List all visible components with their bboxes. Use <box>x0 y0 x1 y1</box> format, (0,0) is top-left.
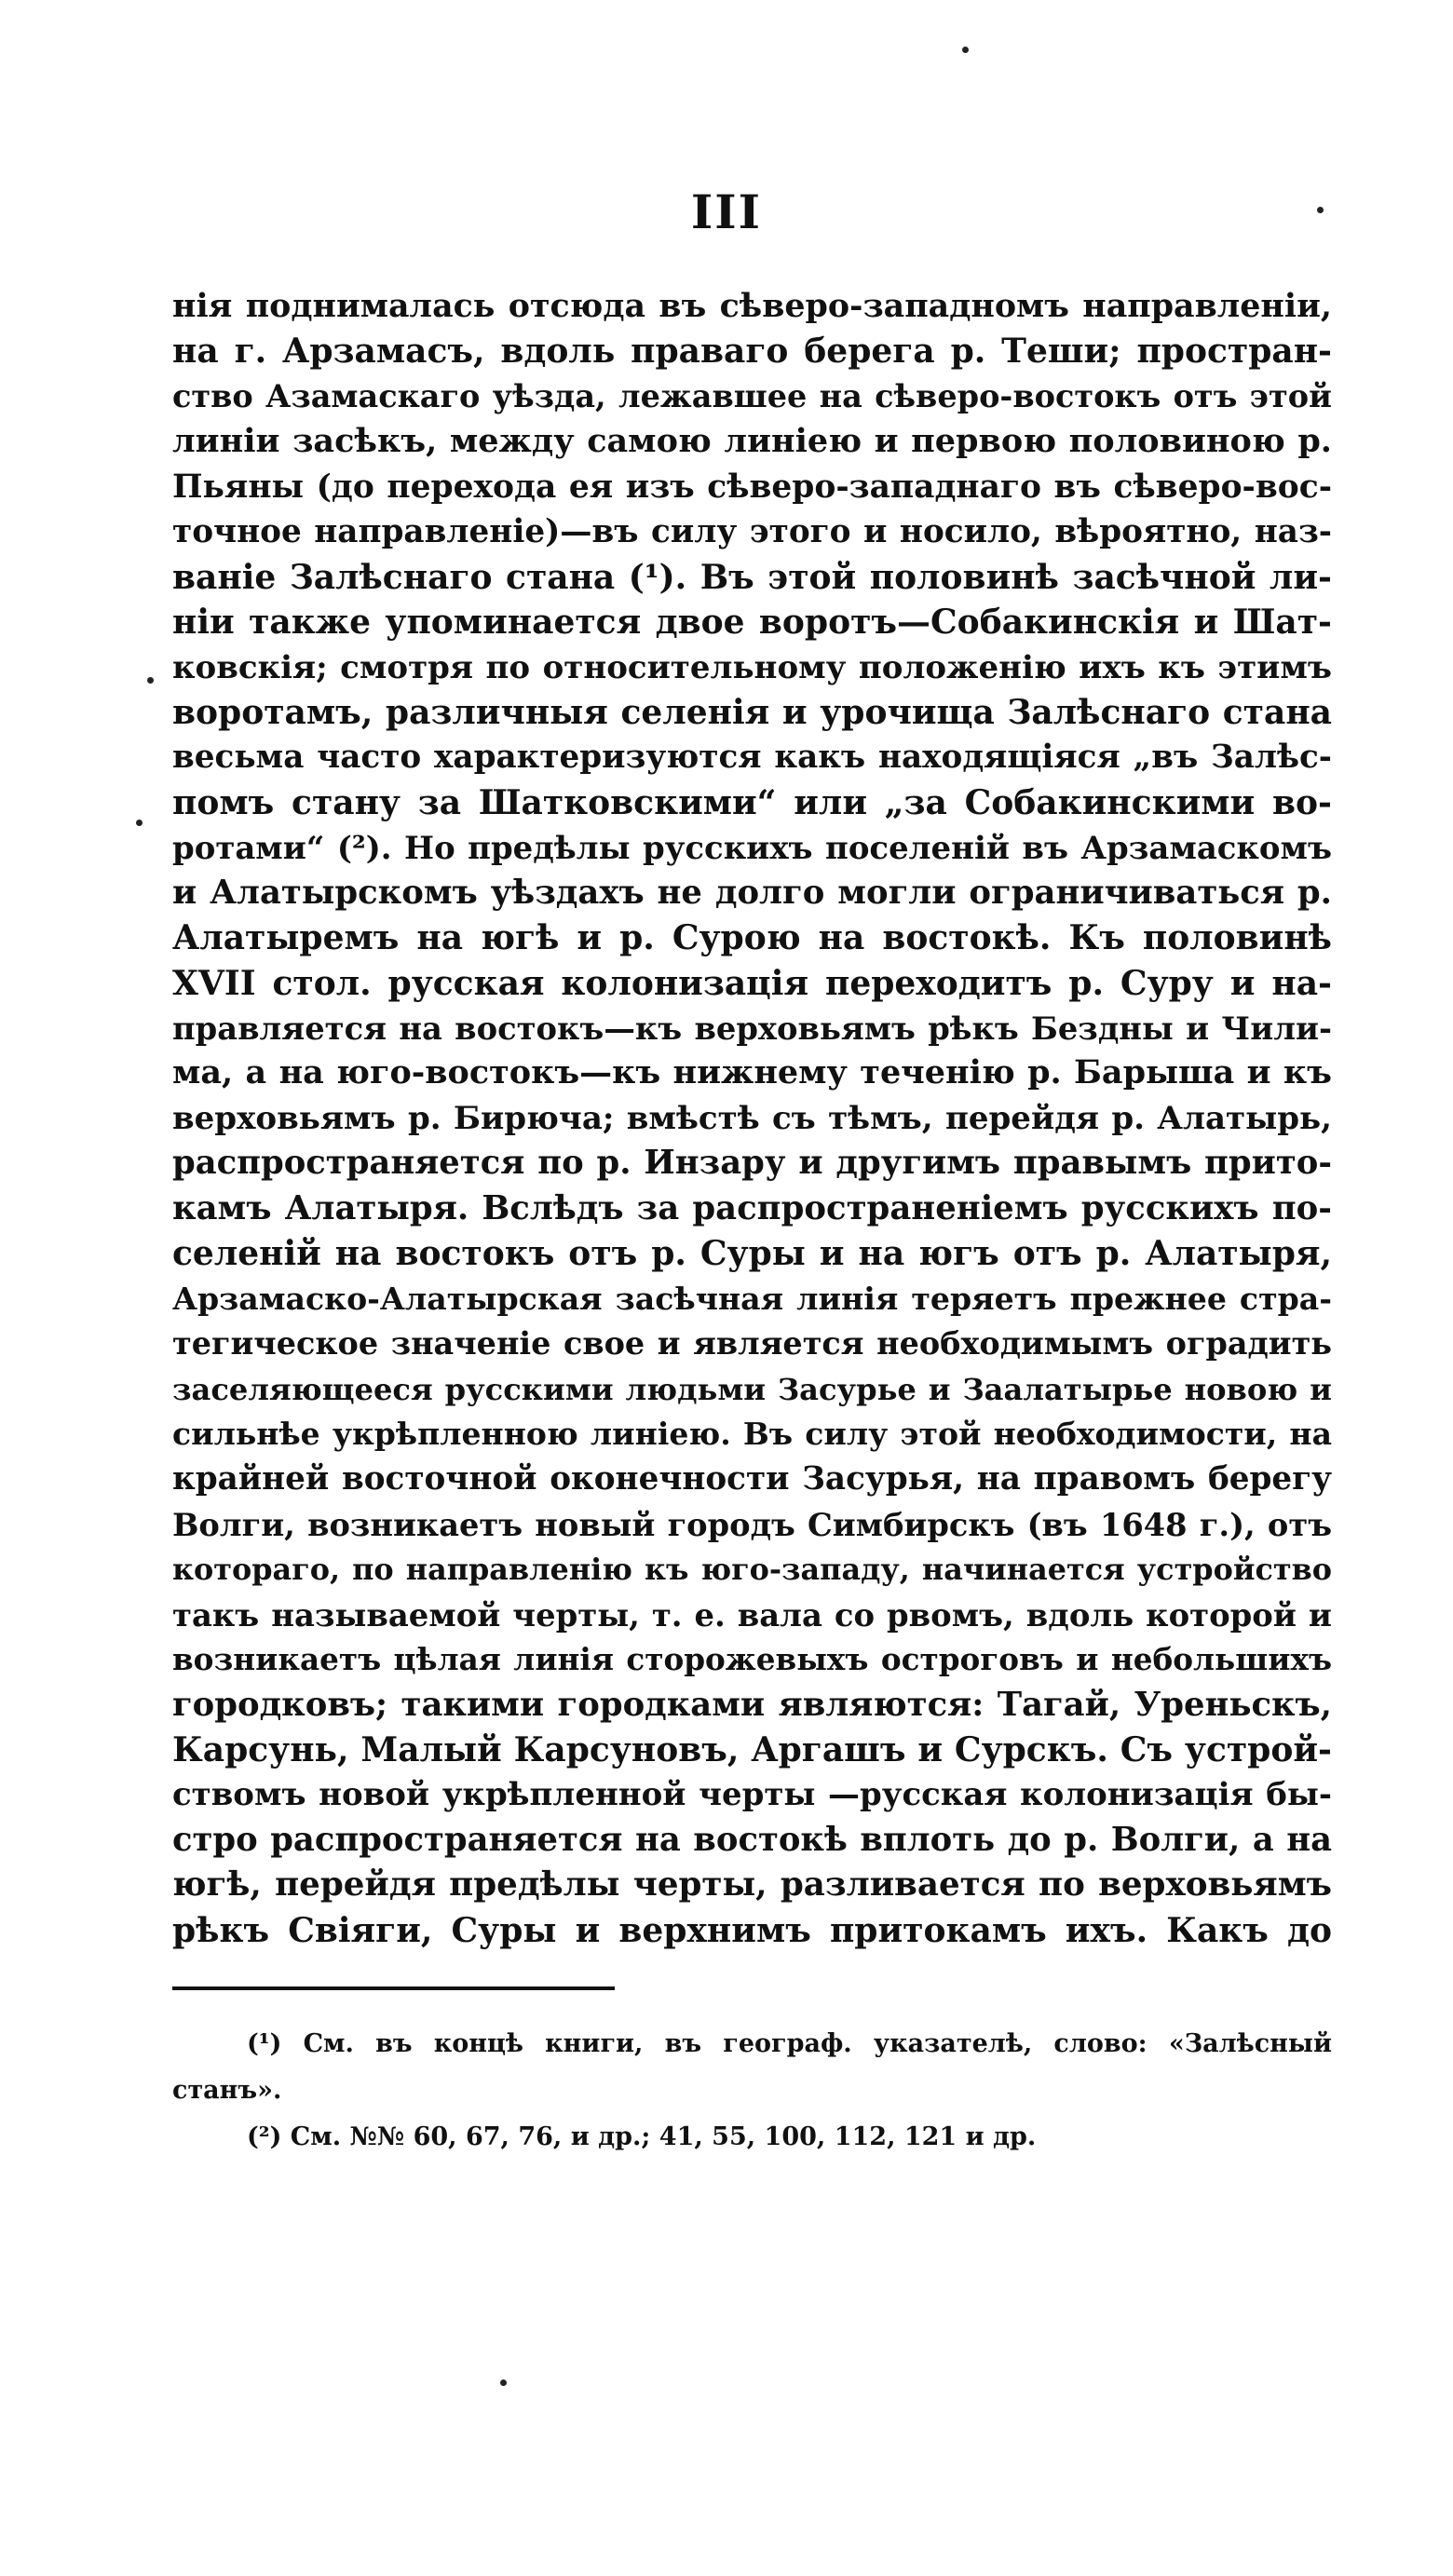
footnote-1-line-1: (¹) См. въ концѣ книги, въ географ. указателѣ, слово: «Залѣсный <box>247 2029 1332 2058</box>
text-line: ротами“ (²). Но предѣлы русскихъ поселеній въ Арзамаскомъ <box>172 829 1332 867</box>
speck <box>1317 207 1324 213</box>
text-line: воротамъ, различныя селенія и урочища Залѣснаго стана <box>172 692 1332 732</box>
text-line: верховьямъ р. Бирюча; вмѣстѣ съ тѣмъ, перейдя р. Алатырь, <box>172 1099 1332 1137</box>
text-line: сильнѣе укрѣпленною линіею. Въ силу этой необходимости, на <box>172 1415 1332 1452</box>
footnote-1-line-2: станъ». <box>172 2076 282 2105</box>
text-line: югѣ, перейдя предѣлы черты, разливается по верховьямъ <box>172 1865 1332 1905</box>
text-line: стро распространяется на востокѣ вплоть до р. Волги, а на <box>172 1820 1332 1859</box>
text-line: Карсунь, Малый Карсуновъ, Аргашъ и Сурскъ. Съ устрой- <box>172 1730 1332 1769</box>
text-line: линіи засѣкъ, между самою линіею и первою половиною р. <box>172 422 1332 461</box>
footnote-2: (²) См. №№ 60, 67, 76, и др.; 41, 55, 100, 112, 121 и др. <box>247 2122 1037 2151</box>
footnotes <box>172 2021 1332 2161</box>
page-number: III <box>690 184 763 239</box>
text-line: точное направленіе)—въ силу этого и носило, вѣроятно, наз- <box>172 513 1332 551</box>
text-line: Алатыремъ на югѣ и р. Сурою на востокѣ. Къ половинѣ <box>172 918 1332 958</box>
text-line: крайней восточной оконечности Засурья, на правомъ берегу <box>172 1460 1332 1498</box>
text-line: ство Азамаскаго уѣзда, лежавшее на сѣверо-востокъ отъ этой <box>172 377 1332 414</box>
text-line: весьма часто характеризуются какъ находящіяся „въ Залѣс- <box>172 739 1332 777</box>
text-line: ніи также упоминается двое воротъ—Собакинскія и Шат- <box>172 603 1332 643</box>
text-line: правляется на востокъ—къ верховьямъ рѣкъ Бездны и Чили- <box>172 1010 1332 1047</box>
text-line: ковскія; смотря по относительному положенію ихъ къ этимъ <box>172 648 1332 686</box>
text-line: заселяющееся русскими людьми Засурье и Заалатырье новою и <box>172 1371 1332 1407</box>
speck <box>500 2379 507 2386</box>
text-line: возникаетъ цѣлая линія сторожевыхъ остроговъ и небольшихъ <box>172 1641 1332 1678</box>
text-line: XVII стол. русская колонизація переходитъ р. Суру и на- <box>172 963 1332 1003</box>
text-line: ствомъ новой укрѣпленной черты —русская колонизація бы- <box>172 1776 1332 1814</box>
text-line: помъ стану за Шатковскими“ или „за Собакинскими во- <box>172 782 1332 822</box>
text-line: Арзамаско-Алатырская засѣчная линія теряетъ прежнее стра- <box>172 1280 1332 1317</box>
text-line: ма, а на юго-востокъ—къ нижнему теченію р. Барыша и къ <box>172 1053 1332 1092</box>
text-line: камъ Алатыря. Вслѣдъ за распространеніемъ русскихъ по- <box>172 1188 1332 1227</box>
speck <box>147 677 154 684</box>
text-line: городковъ; такими городками являются: Тагай, Уреньскъ, <box>172 1685 1332 1724</box>
text-line: тегическое значеніе свое и является необходимымъ оградить <box>172 1325 1332 1363</box>
text-line: котораго, по направленію къ юго-западу, начинается устройство <box>172 1552 1332 1588</box>
text-line: распространяется по р. Инзару и другимъ правымъ прито- <box>172 1144 1332 1183</box>
text-line: рѣкъ Свіяги, Суры и верхнимъ притокамъ ихъ. Какъ до <box>172 1910 1332 1950</box>
text-line: селеній на востокъ отъ р. Суры и на югъ отъ р. Алатыря, <box>172 1234 1332 1274</box>
speck <box>136 820 143 826</box>
text-line: Пьяны (до перехода ея изъ сѣверо-западнаго въ сѣверо-вос- <box>172 468 1332 506</box>
text-line: на г. Арзамасъ, вдоль праваго берега р. Теши; простран- <box>172 332 1332 372</box>
footnote-divider <box>172 1986 615 1990</box>
speck <box>962 47 969 53</box>
text-line: Волги, возникаетъ новый городъ Симбирскъ (въ 1648 г.), отъ <box>172 1505 1332 1543</box>
text-line: такъ называемой черты, т. е. вала со рвомъ, вдоль которой и <box>172 1595 1332 1634</box>
body-text <box>172 284 1332 1953</box>
text-line: ваніе Залѣснаго стана (¹). Въ этой половинѣ засѣчной ли- <box>172 557 1332 597</box>
text-line: нія поднималась отсюда въ сѣверо-западномъ направленіи, <box>172 287 1332 325</box>
text-line: и Алатырскомъ уѣздахъ не долго могли ограничиваться р. <box>172 873 1332 912</box>
